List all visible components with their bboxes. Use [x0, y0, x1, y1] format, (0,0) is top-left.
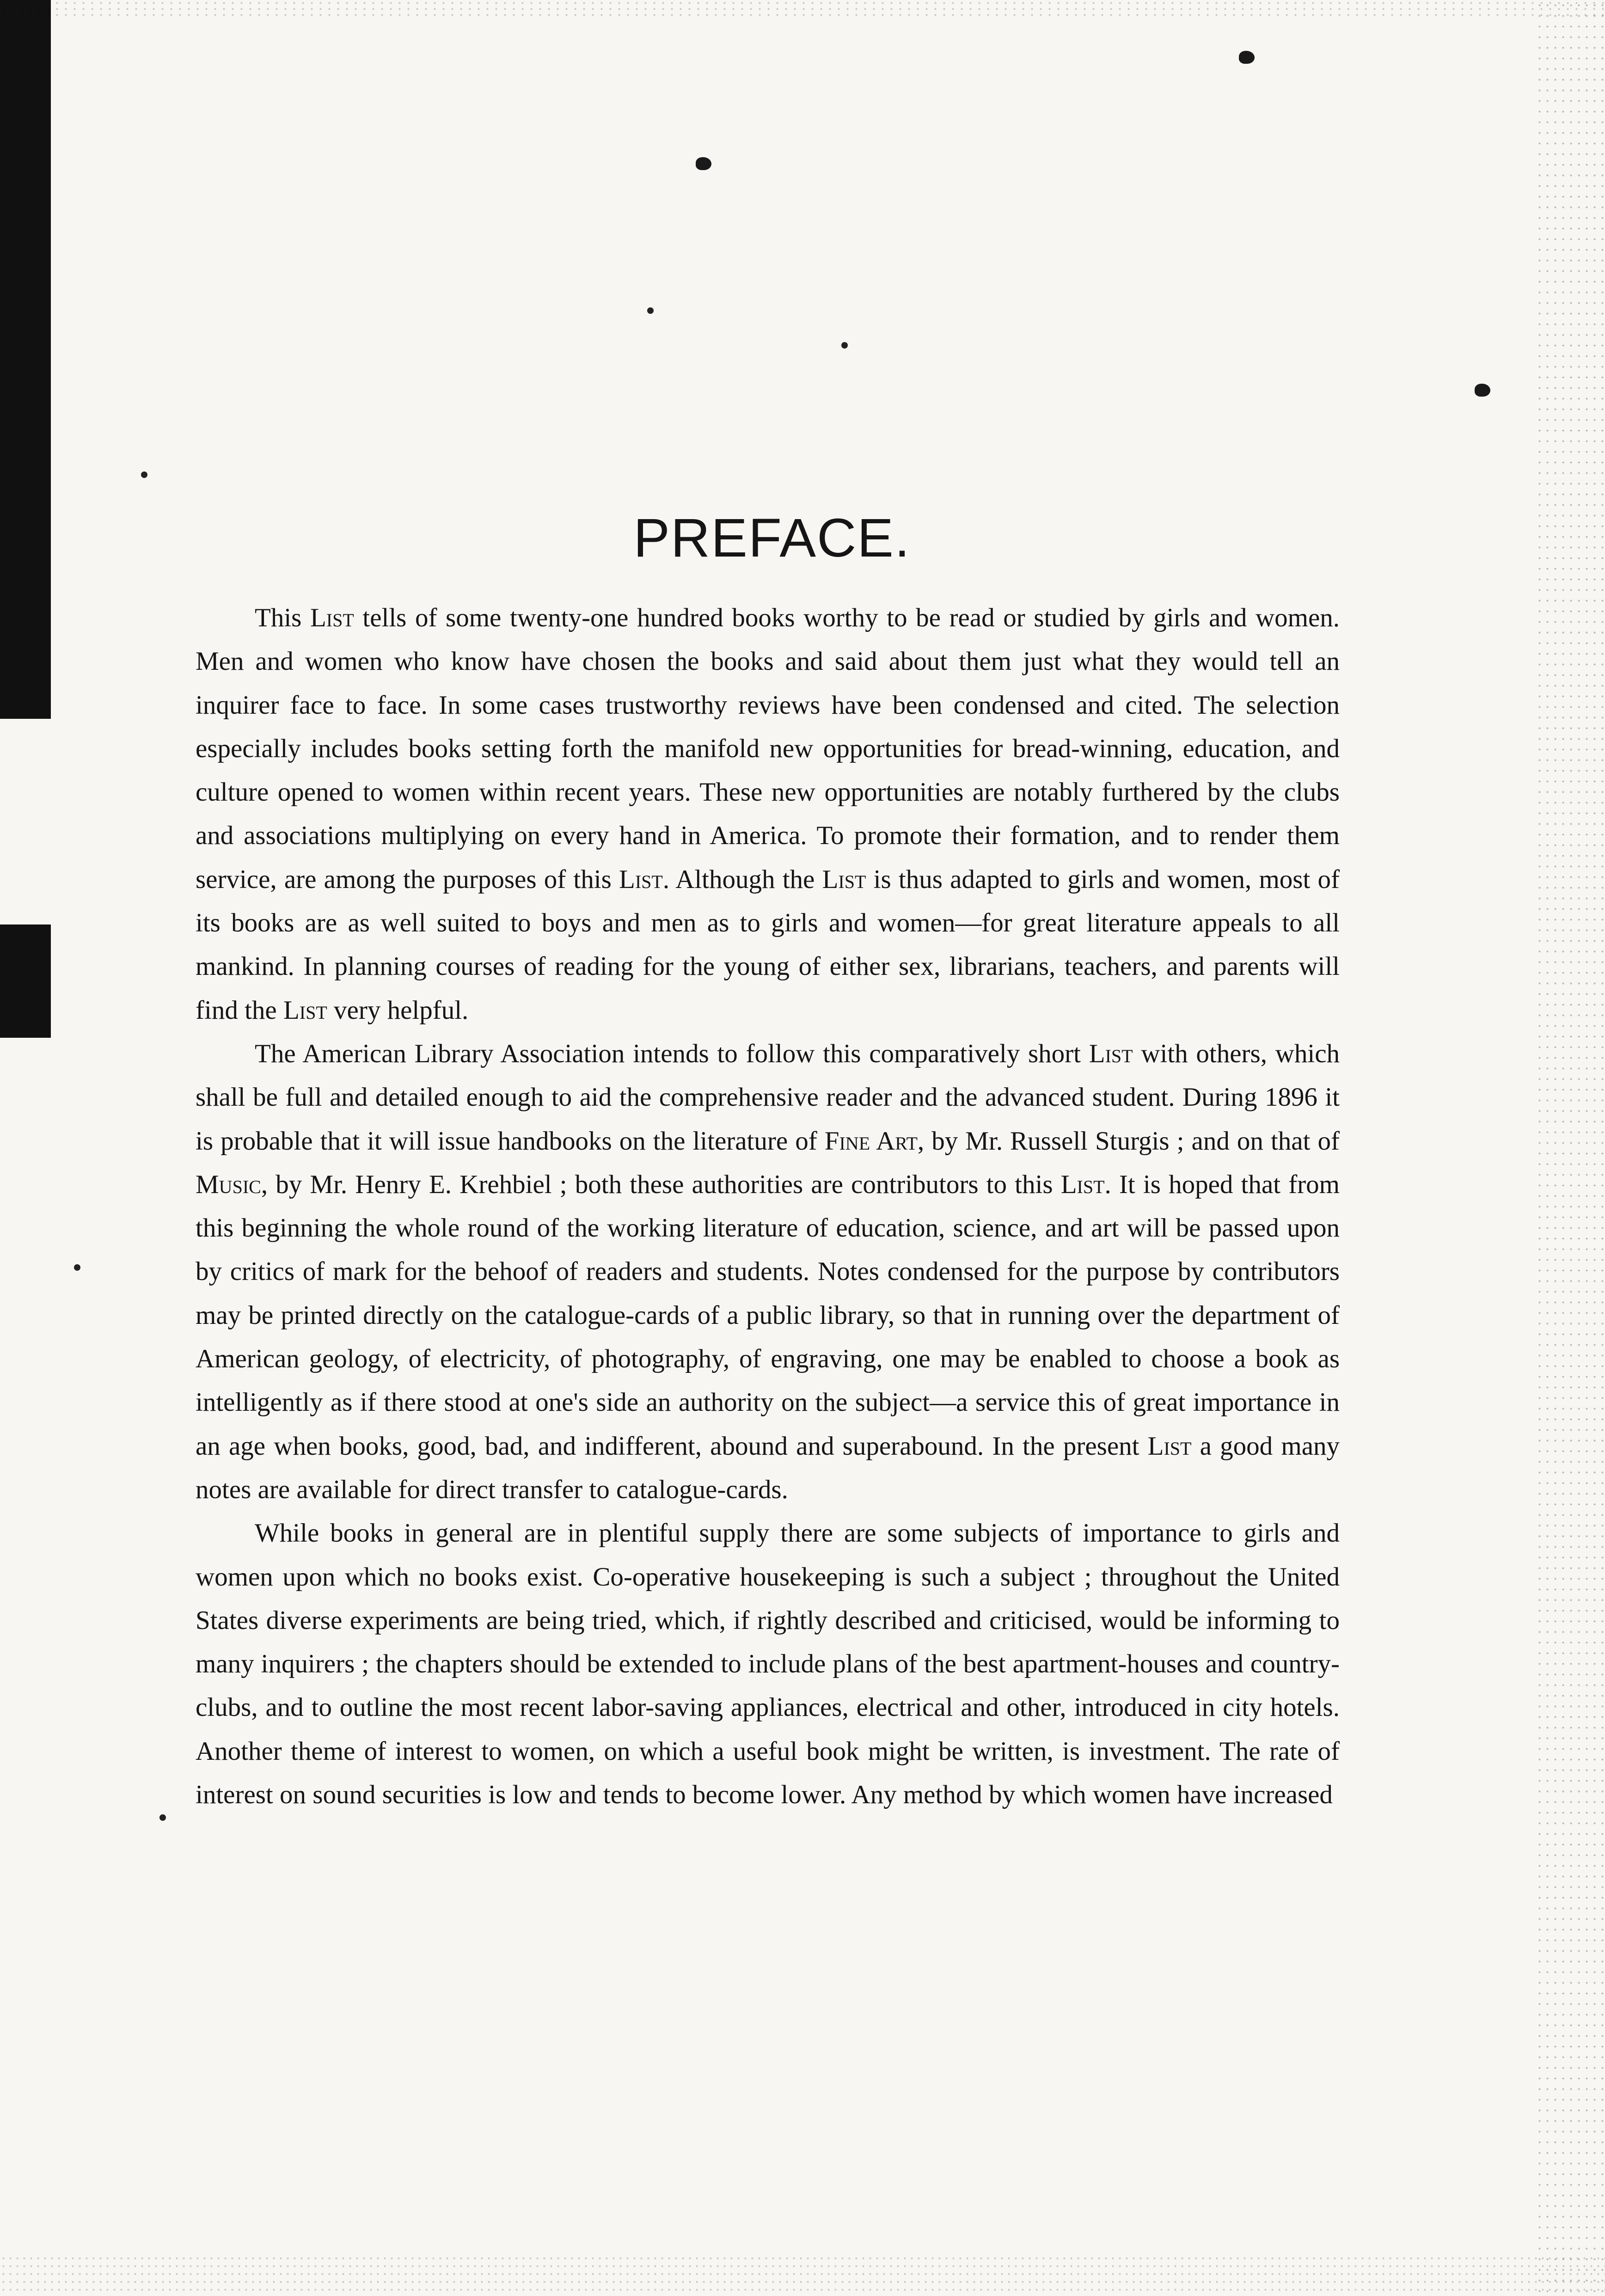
page-title: PREFACE.	[633, 508, 911, 569]
text-run: , by Mr. Russell Sturgis ; and on that of	[917, 1126, 1340, 1156]
small-caps-run: List	[310, 603, 354, 632]
text-run: with others, which shall be full and detailed enough to aid the comprehensive reader and the advanced student. During 1896 it is probable that it will issue handbooks on the literature of	[196, 1039, 1340, 1156]
small-caps-run: Music	[196, 1169, 261, 1199]
text-run: This	[255, 603, 310, 632]
ink-blot	[1475, 384, 1490, 397]
small-caps-run: List	[822, 864, 866, 894]
body-text	[196, 596, 1340, 1817]
text-run: . Although the	[662, 864, 822, 894]
small-caps-run: List	[1060, 1169, 1105, 1199]
speck	[159, 1814, 166, 1821]
paragraph	[196, 596, 1340, 1032]
ink-blot	[696, 157, 711, 170]
edge-speckle-bottom	[0, 2254, 1605, 2296]
paragraph	[196, 1032, 1340, 1512]
text-run: , by Mr. Henry E. Krehbiel ; both these authorities are contributors to this	[261, 1169, 1061, 1199]
paragraph	[196, 1512, 1340, 1817]
binding-shadow-top	[0, 0, 51, 719]
text-run: While books in general are in plentiful supply there are some subjects of importance to girls and women upon which no books exist. Co-operative housekeeping is such a subject ; throughout the United States diverse experiments are being tried, which, if rightly described and criticised, would be informing to many inquirers ; the chapters should be extended to include plans of the best apartment-houses and country-clubs, and to outline the most recent labor-saving appliances, electrical and other, introduced in city hotels. Another theme of interest to women, on which a useful book might be written, is investment. The rate of interest on sound securities is low and tends to become lower. Any method by which women have increased	[196, 1518, 1340, 1810]
small-caps-run: List	[1147, 1431, 1192, 1461]
speck	[841, 342, 848, 349]
small-caps-run: Fine Art	[824, 1126, 918, 1156]
ink-blot	[1239, 51, 1255, 64]
text-run: is thus adapted to girls and women, most of its books are as well suited to boys and men as to girls and women—for great literature appeals to all mankind. In planning courses of reading for the young of either sex, librarians, teachers, and parents will find the	[196, 864, 1340, 1025]
small-caps-run: List	[1089, 1039, 1133, 1068]
text-run: very helpful.	[327, 995, 469, 1025]
speck	[647, 307, 654, 314]
small-caps-run: List	[283, 995, 327, 1025]
text-run: tells of some twenty-one hundred books worthy to be read or studied by girls and women. Men and women who know have chosen the books and said about them just what they would tell an inquirer face to face. In some cases trustworthy reviews have been condensed and cited. The selection especially includes books setting forth the manifold new opportunities for bread-winning, education, and culture opened to women within recent years. These new opportunities are notably furthered by the clubs and associations multiplying on every hand in America. To promote their formation, and to render them service, are among the purposes of this	[196, 603, 1340, 894]
edge-speckle-top	[0, 0, 1605, 18]
speck	[141, 471, 147, 478]
edge-speckle-right	[1536, 0, 1605, 2296]
text-run: . It is hoped that from this beginning the whole round of the working literature of education, science, and art will be passed upon by critics of mark for the behoof of readers and students. Notes condensed for the purpose by contributors may be printed directly on the catalogue-cards of a public library, so that in running over the department of American geology, of electricity, of photography, of engraving, one may be enabled to choose a book as intelligently as if there stood at one's side an authority on the subject—a service this of great importance in an age when books, good, bad, and indifferent, abound and superabound. In the present	[196, 1169, 1340, 1461]
small-caps-run: List	[619, 864, 663, 894]
binding-shadow-middle	[0, 925, 51, 1038]
speck	[74, 1264, 80, 1271]
text-run: The American Library Association intends to follow this comparatively short	[255, 1039, 1089, 1068]
text-run: a good many notes are available for direct transfer to catalogue-cards.	[196, 1431, 1340, 1504]
